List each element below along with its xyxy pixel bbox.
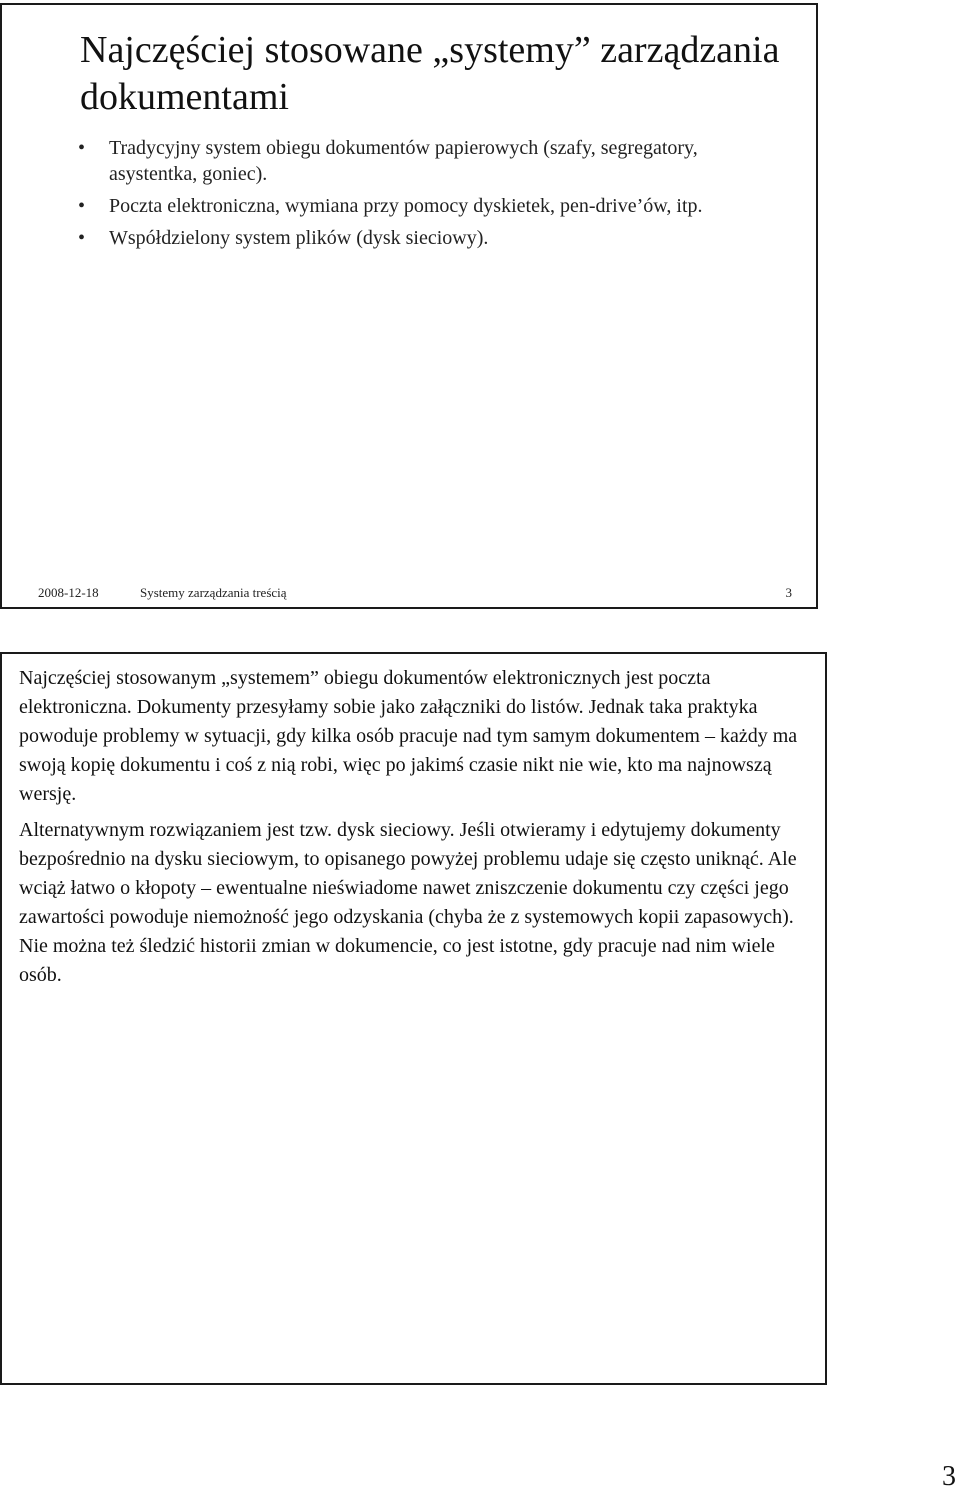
footer-date: 2008-12-18 (38, 585, 99, 600)
footer-slide-number: 3 (785, 585, 792, 600)
bullet-dot-icon: • (78, 137, 86, 159)
footer-course-title: Systemy zarządzania treścią (140, 585, 287, 600)
notes-frame (0, 652, 827, 1385)
slide-frame (0, 3, 818, 609)
slide-bullet-text: Współdzielony system plików (dysk sieciowy). (109, 227, 489, 249)
slide-bullet-item (72, 135, 762, 187)
bullet-dot-icon: • (78, 195, 86, 217)
page-number: 3 (942, 1461, 956, 1492)
notes-body (19, 664, 817, 997)
slide-bullet-text: Tradycyjny system obiegu dokumentów papierowych (szafy, segregatory, asystentka, goniec). (109, 137, 698, 185)
bullet-dot-icon: • (78, 227, 86, 249)
slide-bullet-list (72, 135, 762, 257)
slide-bullet-item (72, 193, 762, 219)
slide-bullet-text: Poczta elektroniczna, wymiana przy pomocy dyskietek, pen-drive’ów, itp. (109, 195, 703, 217)
slide-title: Najczęściej stosowane „systemy” zarządzania dokumentami (80, 29, 780, 118)
notes-paragraph: Alternatywnym rozwiązaniem jest tzw. dysk sieciowy. Jeśli otwieramy i edytujemy dokumenty bezpośrednio na dysku sieciowym, to opisanego powyżej problemu udaje się często uniknąć. Ale wciąż łatwo o kłopoty – ewentualne nieświadome nawet zniszczenie dokumentu czy części jego zawartości powoduje niemożność jego odzyskania (chyba że z systemowych kopii zapasowych). Nie można też śledzić historii zmian w dokumencie, co jest istotne, gdy pracuje nad nim wiele osób. (19, 819, 797, 986)
notes-paragraph: Najczęściej stosowanym „systemem” obiegu dokumentów elektronicznych jest poczta elektroniczna. Dokumenty przesyłamy sobie jako załączniki do listów. Jednak taka praktyka powoduje problemy w sytuacji, gdy kilka osób pracuje nad tym samym dokumentem – każdy ma swoją kopię dokumentu i coś z nią robi, więc po jakimś czasie nikt nie wie, kto ma najnowszą wersję. (19, 667, 798, 805)
slide-bullet-item (72, 225, 762, 251)
